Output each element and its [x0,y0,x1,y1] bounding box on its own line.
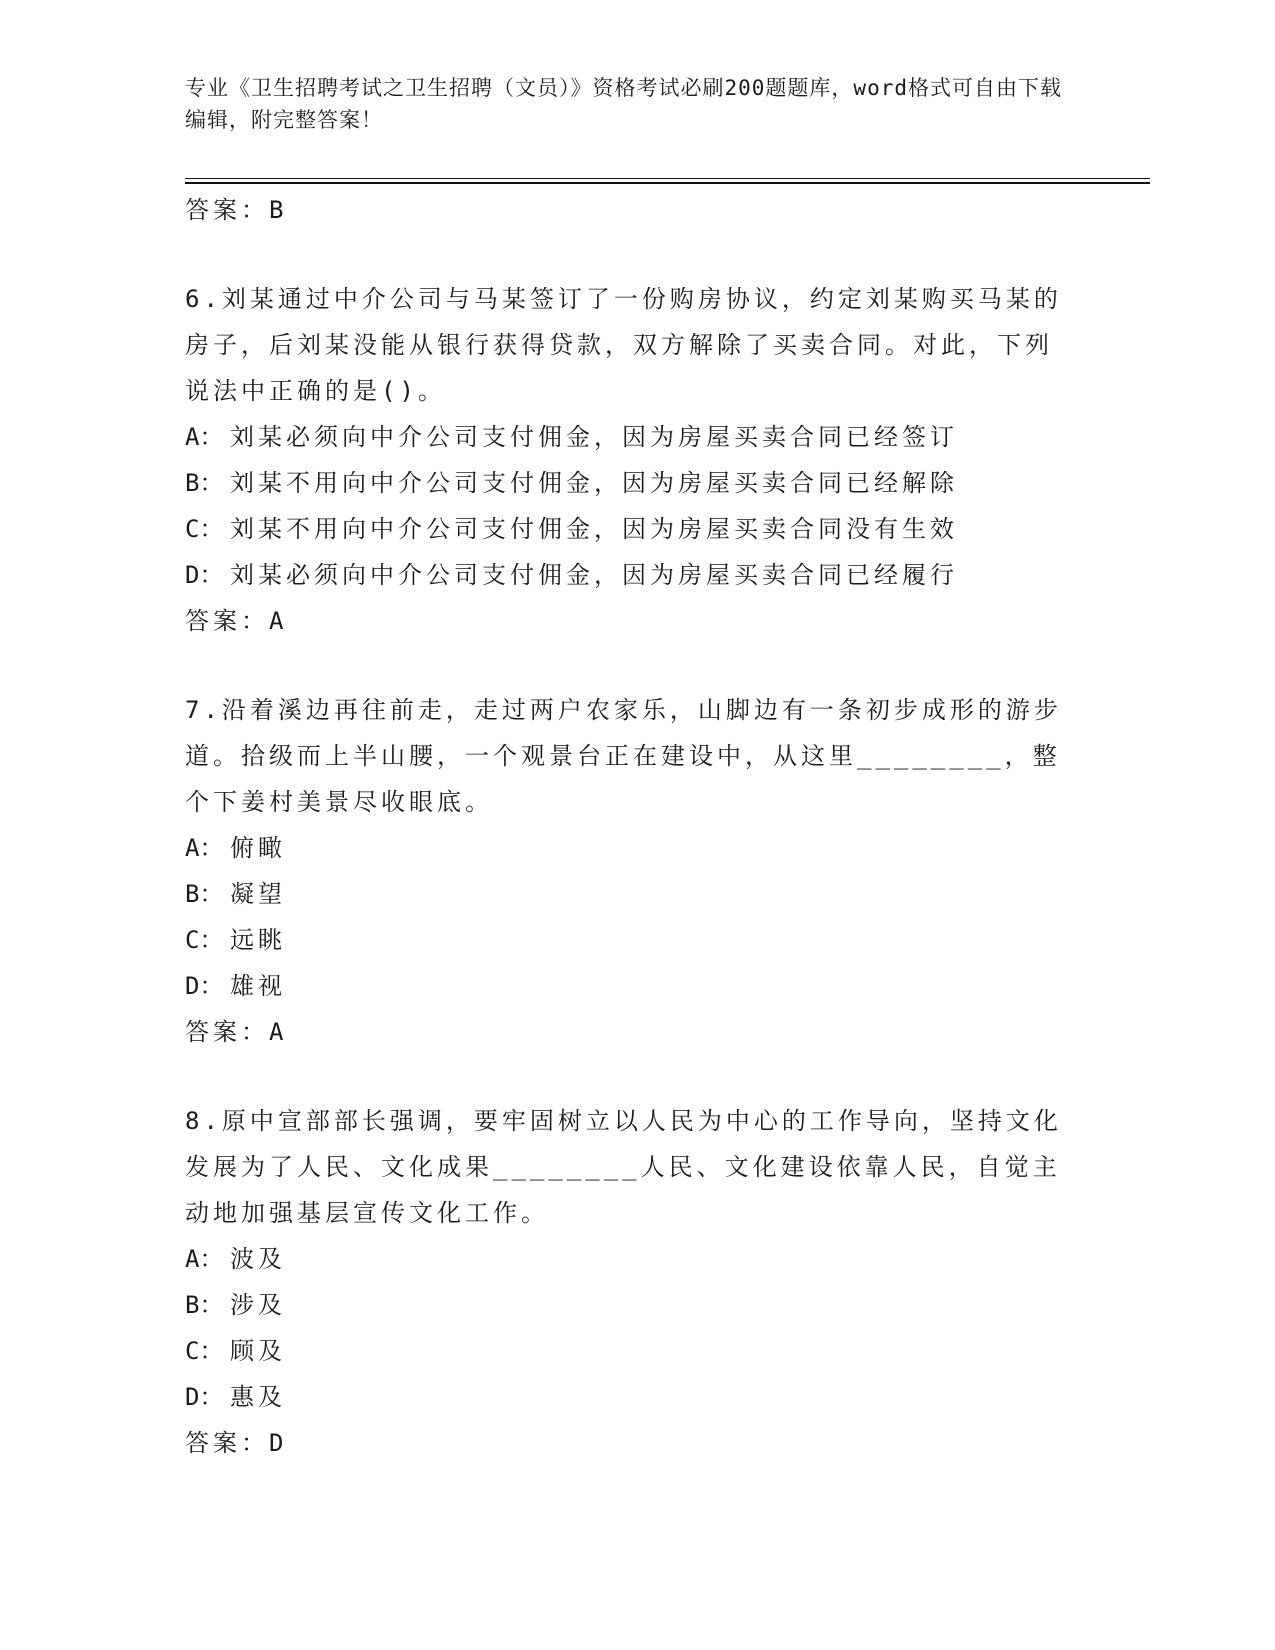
previous-answer: 答案：B [185,196,288,224]
question-stem: 7.沿着溪边再往前走，走过两户农家乐，山脚边有一条初步成形的游步道。拾级而上半山腰，一个观景台正在建设中，从这里________，整个下姜村美景尽收眼底。 [185,696,1062,816]
option-key: A： [185,834,224,862]
question-7 [185,687,1065,1055]
option-text: 刘某必须向中介公司支付佣金，因为房屋买卖合同已经签订 [230,423,958,451]
option-d [185,552,1065,598]
option-key: D： [185,972,224,1000]
answer: 答案：A [185,1018,288,1046]
option-b [185,871,1065,917]
question-8 [185,1098,1065,1466]
option-c [185,917,1065,963]
option-key: D： [185,1383,224,1411]
option-a [185,414,1065,460]
option-d [185,963,1065,1009]
answer: 答案：A [185,607,288,635]
option-text: 刘某不用向中介公司支付佣金，因为房屋买卖合同没有生效 [230,515,958,543]
option-b [185,1282,1065,1328]
option-text: 凝望 [230,880,286,908]
option-a [185,1236,1065,1282]
question-stem: 6.刘某通过中介公司与马某签订了一份购房协议，约定刘某购买马某的房子，后刘某没能从银行获得贷款，双方解除了买卖合同。对此，下列说法中正确的是()。 [185,285,1062,405]
option-text: 顾及 [230,1337,286,1365]
option-key: A： [185,423,224,451]
option-text: 惠及 [230,1383,286,1411]
option-key: A： [185,1245,224,1273]
option-key: C： [185,1337,224,1365]
option-text: 刘某必须向中介公司支付佣金，因为房屋买卖合同已经履行 [230,561,958,589]
question-stem: 8.原中宣部部长强调，要牢固树立以人民为中心的工作导向，坚持文化发展为了人民、文化成果________人民、文化建设依靠人民，自觉主动地加强基层宣传文化工作。 [185,1107,1062,1227]
option-d [185,1374,1065,1420]
option-key: C： [185,926,224,954]
option-text: 波及 [230,1245,286,1273]
question-list [185,187,1065,1466]
header-rule-thin [185,178,1150,179]
option-c [185,1328,1065,1374]
question-6 [185,276,1065,644]
option-key: C： [185,515,224,543]
option-text: 涉及 [230,1291,286,1319]
option-b [185,460,1065,506]
option-text: 远眺 [230,926,286,954]
page-header: 专业《卫生招聘考试之卫生招聘（文员）》资格考试必刷200题题库，word格式可自由下载编辑，附完整答案！ [185,76,1062,132]
option-text: 刘某不用向中介公司支付佣金，因为房屋买卖合同已经解除 [230,469,958,497]
option-key: B： [185,1291,224,1319]
option-a [185,825,1065,871]
option-c [185,506,1065,552]
option-key: B： [185,880,224,908]
option-key: B： [185,469,224,497]
header-rule-thick [185,182,1150,184]
option-text: 俯瞰 [230,834,286,862]
option-text: 雄视 [230,972,286,1000]
answer: 答案：D [185,1429,288,1457]
option-key: D： [185,561,224,589]
